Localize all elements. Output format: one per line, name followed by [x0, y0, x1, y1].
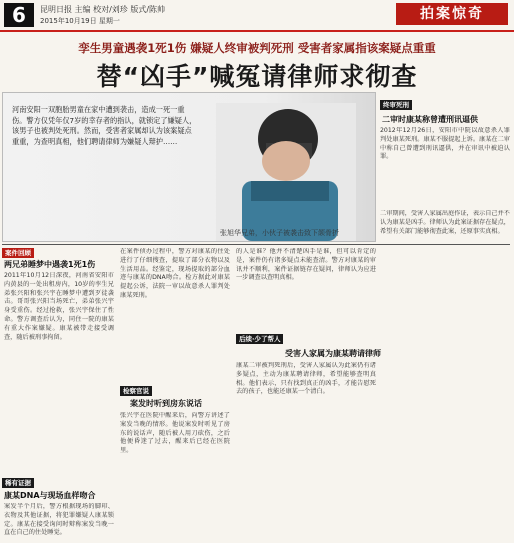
boy-photo-illustration — [216, 103, 356, 241]
page-number: 6 — [4, 3, 34, 27]
divider — [2, 244, 510, 245]
issue-date: 2015年10月19日 星期一 — [40, 17, 120, 25]
pull-quote-label: 终审死刑 — [380, 100, 412, 110]
article-headline: 替“凶手”喊冤请律师求彻查 — [96, 62, 418, 91]
col3-text: 的人是谁？他并不清楚凶手是谁，但可以肯定的是，案件仍有诸多疑点未能查清。警方对康某的审讯并不顺利，案件证据链存在疑问，律师认为应进一步调查以查明真相。 — [236, 248, 376, 282]
col1-label: 案件回顾 — [2, 248, 34, 258]
col3-text-2: 康某二审被判死刑后，受害人家属认为此案仍有诸多疑点，主动为康某聘请律师，希望能够查明真相。他们表示，只有找到真正的凶手，才能告慰死去的孩子，也能还康某一个清白。 — [236, 362, 376, 396]
col3-label: 后续·少了帮人 — [236, 334, 283, 344]
col1-text: 2011年10月12日深夜，河南省安阳市内黄县的一处出租房内，10岁的孪生兄弟张兴阳和张兴宇在睡梦中遭到歹徒袭击。哥哥张兴阳当场死亡，弟弟张兴宇身受重伤。经过抢救，张兴宇保住了性命。警方调查后认为，同住一院的康某有重大作案嫌疑。康某被带走接受调查，随后被刑事拘留。 — [4, 272, 114, 341]
col1-text-2: 案发半个月后，警方根据现场的脚印、衣物及其他证据，将犯罪嫌疑人康某锁定。康某在接受询问时辩称案发当晚一直在自己的住处睡觉。 — [4, 503, 114, 537]
pull-quote-title: 二审时康某称曾遭刑讯逼供 — [382, 115, 478, 124]
col4-text-2: 二审期间，受害人家属出庭作证，表示自己并不认为康某是凶手。律师认为此案证据存在疑点，希望有关部门能够彻查此案，还原事实真相。 — [380, 210, 510, 235]
page-header — [0, 0, 514, 32]
col1-title-2: 康某DNA与现场血样吻合 — [4, 491, 96, 500]
col4-text: 2012年12月26日，安阳市中院以故意杀人罪判处康某死刑。康某不服提起上诉。康某在二审中称自己曾遭到刑讯逼供，并在审讯中被迫认罪。 — [380, 127, 510, 161]
col2-text-2: 张兴宇在医院中醒来后，向警方讲述了案发当晚的情形。他说案发时听见了房东的说话声，随后被人用刀砍伤，之后他便昏迷了过去，醒来后已经在医院里。 — [120, 412, 230, 455]
section-title: 拍案惊奇 — [396, 3, 508, 25]
col2-text: 在案件侦办过程中，警方对康某的住处进行了仔细搜查，提取了部分衣物以及生活用品。经鉴定，现场提取的部分血迹与康某的DNA吻合。检方据此对康某提起公诉，法院一审以故意杀人罪判处康某死刑。 — [120, 248, 230, 299]
col3-title: 受害人家属为康某聘请律师 — [285, 349, 381, 358]
photo-caption: 张旭华兄弟，小伙子被袭击致下颌骨折 — [220, 229, 339, 237]
col1-title: 两兄弟睡梦中遇袭1死1伤 — [4, 260, 96, 269]
col2-label: 检察官说 — [120, 386, 152, 396]
masthead: 昆明日报 主编 校对/刘珍 版式/陈帅 — [40, 5, 166, 14]
article-intro: 河南安阳一双胞胎男童在家中遭到袭击，造成一死一重伤。警方仅凭年仅7岁的幸存者的指认，就锁定了嫌疑人，该男子也被判处死刑。然而，受害者家属却认为该案疑点重重，为查明真相，他们聘请律师为嫌疑人辩护…… — [12, 105, 197, 146]
article-subhead: 孪生男童遇袭1死1伤 嫌疑人终审被判死刑 受害者家属指该案疑点重重 — [78, 41, 436, 55]
col1-label-2: 稀有证据 — [2, 478, 34, 488]
col2-title: 案发时听到房东说话 — [130, 399, 202, 408]
